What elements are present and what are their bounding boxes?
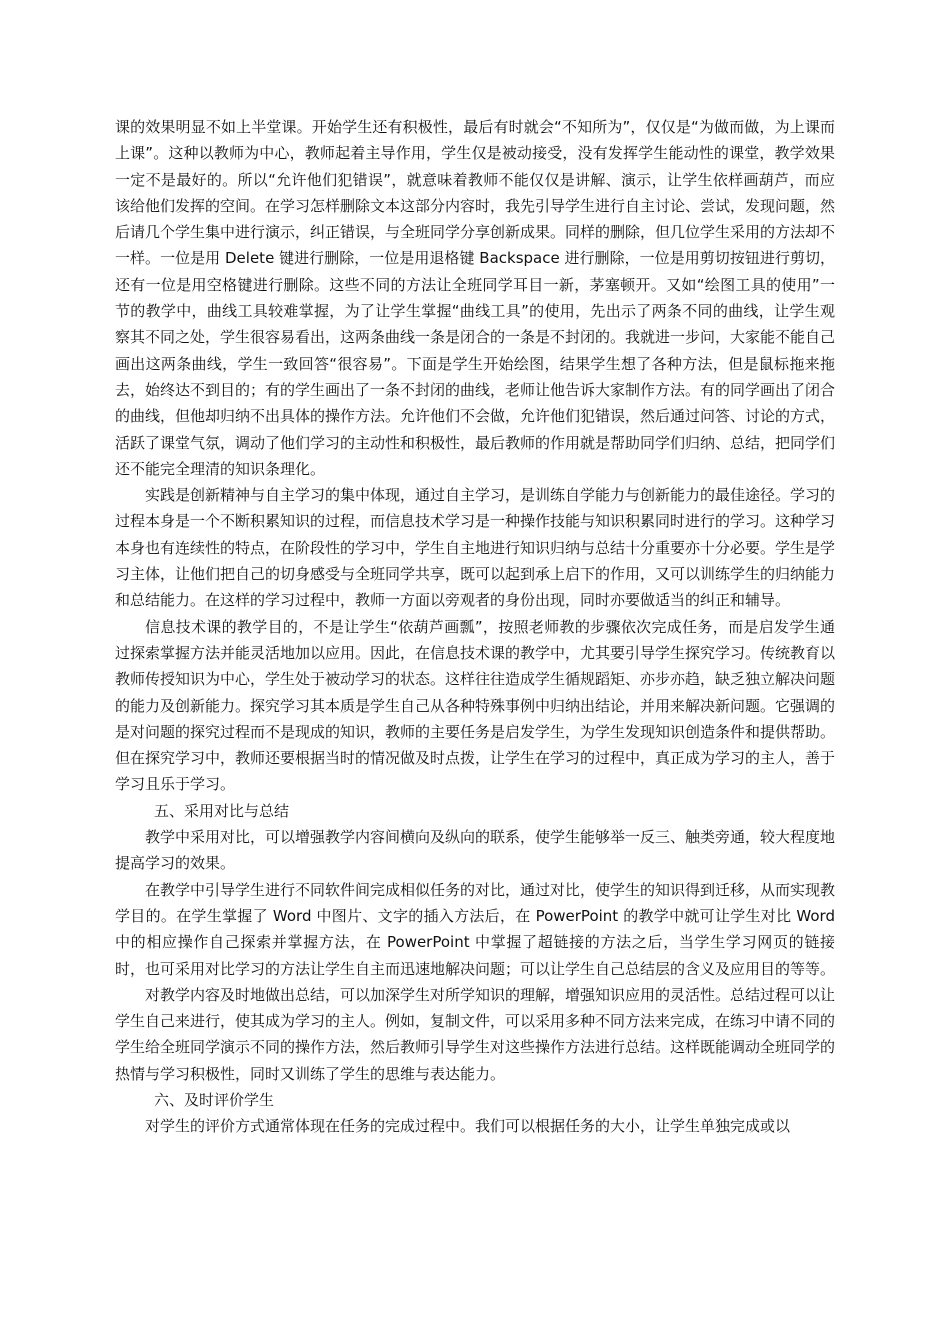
section-heading-6: 六、及时评价学生 bbox=[154, 1090, 275, 1109]
paragraph-comparison: 教学中采用对比，可以增强教学内容间横向及纵向的联系，使学生能够举一反三、触类旁通，较大程度地提高学习的效果。 bbox=[115, 828, 836, 873]
section-heading-5: 五、采用对比与总结 bbox=[154, 801, 290, 820]
document-page bbox=[115, 114, 835, 1140]
paragraph-summary: 对教学内容及时地做出总结，可以加深学生对所学知识的理解，增强知识应用的灵活性。总结过程可以让学生自己来进行，使其成为学习的主人。例如，复制文件，可以采用多种不同方法来完成，在练习中请不同的学生给全班同学演示不同的操作方法，然后教师引导学生对这些操作方法进行总结。这样既能调动全班同学的热情与学习积极性，同时又训练了学生的思维与表达能力。 bbox=[115, 985, 836, 1083]
paragraph-practice-innovation: 实践是创新精神与自主学习的集中体现，通过自主学习，是训练自学能力与创新能力的最佳途径。学习的过程本身是一个不断积累知识的过程，而信息技术学习是一种操作技能与知识积累同时进行的学习。这种学习本身也有连续性的特点，在阶段性的学习中，学生自主地进行知识归纳与总结十分重要亦十分必要。学生是学习主体，让他们把自己的切身感受与全班同学共享，既可以起到承上启下的作用，又可以训练学生的归纳能力和总结能力。在这样的学习过程中，教师一方面以旁观者的身份出现，同时亦要做适当的纠正和辅导。 bbox=[115, 486, 836, 610]
paragraph-evaluation: 对学生的评价方式通常体现在任务的完成过程中。我们可以根据任务的大小，让学生单独完成或以 bbox=[145, 1117, 791, 1136]
paragraph-continuation: 课的效果明显不如上半堂课。开始学生还有积极性，最后有时就会“不知所为”，仅仅是“为做而做，为上课而上课”。这种以教师为中心，教师起着主导作用，学生仅是被动接受，没有发挥学生能动性的课堂，教学效果一定不是最好的。所以“允许他们犯错误”，就意味着教师不能仅仅是讲解、演示，让学生依样画葫芦，而应该给他们发挥的空间。在学习怎样删除文本这部分内容时，我先引导学生进行自主讨论、尝试，发现问题，然后请几个学生集中进行演示，纠正错误，与全班同学分享创新成果。同样的删除，但几位学生采用的方法却不一样。一位是用 Delete 键进行删除，一位是用退格键 Backspace 进行删除，一位是用剪切按钮进行剪切，还有一位是用空格键进行删除。这些不同的方法让全班同学耳目一新，茅塞顿开。又如“绘图工具的使用”一节的教学中，曲线工具较难掌握，为了让学生掌握“曲线工具”的使用，先出示了两条不同的曲线，让学生观察其不同之处，学生很容易看出，这两条曲线一条是闭合的一条是不封闭的。我就进一步问，大家能不能自己画出这两条曲线，学生一致回答“很容易”。下面是学生开始绘图，结果学生想了各种方法，但是鼠标拖来拖去，始终达不到目的；有的学生画出了一条不封闭的曲线，老师让他告诉大家制作方法。有的同学画出了闭合的曲线，但他却归纳不出具体的操作方法。允许他们不会做，允许他们犯错误，然后通过问答、讨论的方式，活跃了课堂气氛，调动了他们学习的主动性和积极性，最后教师的作用就是帮助同学们归纳、总结，把同学们还不能完全理清的知识条理化。 bbox=[115, 118, 836, 478]
paragraph-software-comparison: 在教学中引导学生进行不同软件间完成相似任务的对比，通过对比，使学生的知识得到迁移，从而实现教学目的。在学生掌握了 Word 中图片、文字的插入方法后，在 PowerPoint 的教学中就可让学生对比 Word 中的相应操作自己探索并掌握方法，在 PowerPoint 中掌握了超链接的方法之后，当学生学习网页的链接时，也可采用对比学习的方法让学生自主而迅速地解决问题；可以让学生自己总结层的含义及应用目的等等。 bbox=[115, 880, 836, 978]
paragraph-inquiry-learning: 信息技术课的教学目的，不是让学生“依葫芦画瓢”，按照老师教的步骤依次完成任务，而是启发学生通过探索掌握方法并能灵活地加以应用。因此，在信息技术课的教学中，尤其要引导学生探究学习。传统教育以教师传授知识为中心，学生处于被动学习的状态。这样往往造成学生循规蹈矩、亦步亦趋，缺乏独立解决问题的能力及创新能力。探究学习其本质是学生自己从各种特殊事例中归纳出结论，并用来解决新问题。它强调的是对问题的探究过程而不是现成的知识，教师的主要任务是启发学生，为学生发现知识创造条件和提供帮助。但在探究学习中，教师还要根据当时的情况做及时点拨，让学生在学习的过程中，真正成为学习的主人，善于学习且乐于学习。 bbox=[115, 617, 836, 794]
